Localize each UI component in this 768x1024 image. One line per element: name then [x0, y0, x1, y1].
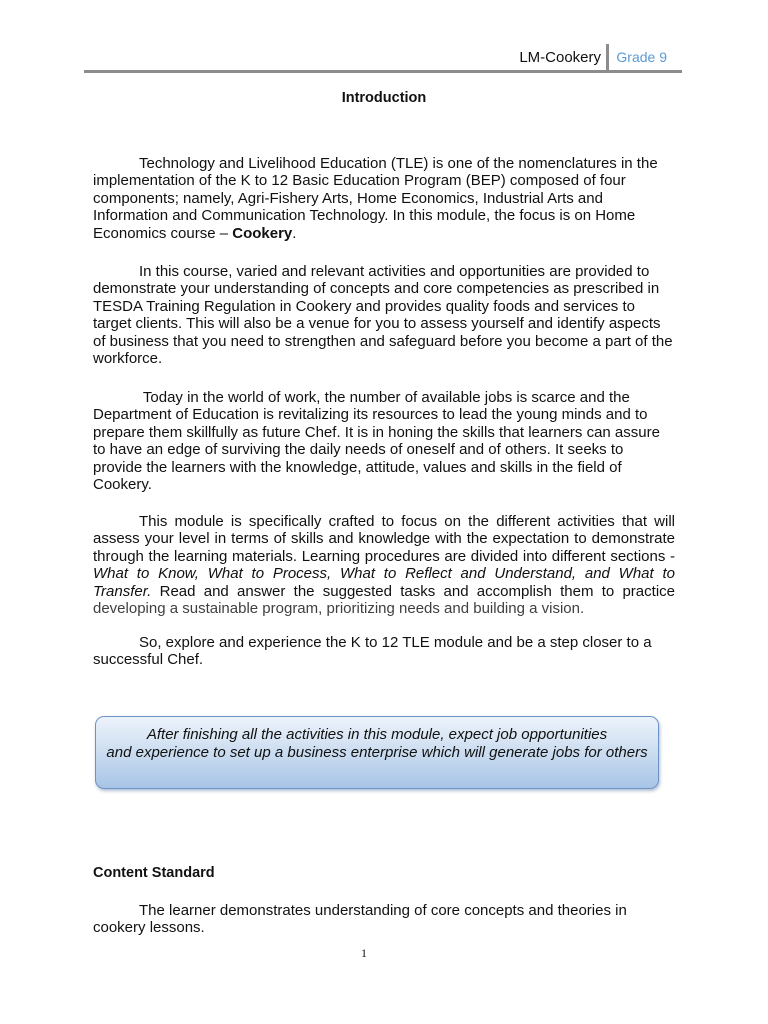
paragraph-text: The learner demonstrates understanding of core concepts and theories in cookery lessons. — [93, 902, 627, 937]
header-separator — [606, 44, 609, 70]
paragraph-text-cont: Read and answer the suggested tasks and accomplish them to practice — [151, 582, 675, 600]
page-number: 1 — [361, 946, 367, 960]
intro-paragraph-1 — [93, 155, 675, 242]
paragraph-text: In this course, varied and relevant activities and opportunities are provided to demonstrate your understanding of concepts and core competencies as prescribed in TESDA Training Regulation in Cookery and provides quality foods and services to target clients. This will also be a venue for you to assess yourself and identify aspects of business that you need to strengthen and safeguard before you become a part of the workforce. — [93, 263, 673, 368]
intro-paragraph-2 — [93, 263, 675, 367]
callout-line-1: After finishing all the activities in this module, expect job opportunities — [146, 726, 608, 743]
paragraph-text: Today in the world of work, the number of available jobs is scarce and the Department of Education is revitalizing its resources to lead the young minds and to prepare them skillfully as future Chef. It is in honing the skills that learners can assure to have an edge of surviving the daily needs of oneself and of others. It seeks to provide the learners with the knowledge, attitude, values and skills in the field of Cookery. — [93, 389, 660, 494]
callout-box — [95, 716, 659, 789]
header-title: LM-Cookery — [519, 49, 601, 66]
header-grade: Grade 9 — [616, 49, 667, 65]
content-standard-paragraph — [93, 902, 675, 937]
intro-paragraph-3 — [93, 389, 675, 493]
page-header — [84, 42, 682, 72]
section-names: What to Know, What to Process, What to Reflect and Understand, and What to Transfer. — [93, 565, 675, 600]
paragraph-text: Technology and Livelihood Education (TLE) is one of the nomenclatures in the implementation of the K to 12 Basic Education Program (BEP) composed of four components; namely, Agri-Fishery Arts, Home Economics, Industrial Arts and Information and Communication Technology. In this module, the focus is on Home Economics course – — [93, 155, 658, 242]
callout-line-2: and experience to set up a business enterprise which will generate jobs for others — [106, 744, 648, 761]
content-standard-heading: Content Standard — [93, 865, 215, 881]
intro-paragraph-5 — [93, 634, 675, 669]
paragraph-text: This module is specifically crafted to focus on the different activities that will assess your level in terms of skills and knowledge with the expectation to demonstrate through the learning materials. Learning procedures are divided into different sections - — [93, 513, 675, 565]
paragraph-end: . — [292, 224, 297, 242]
intro-paragraph-4 — [93, 513, 675, 617]
paragraph-text-gray: developing a sustainable program, prioritizing needs and building a vision. — [93, 600, 585, 618]
page-title: Introduction — [341, 90, 427, 106]
header-rule — [84, 70, 682, 73]
paragraph-text: So, explore and experience the K to 12 TLE module and be a step closer to a successful Chef. — [93, 634, 652, 669]
cookery-emphasis: Cookery — [232, 224, 293, 242]
